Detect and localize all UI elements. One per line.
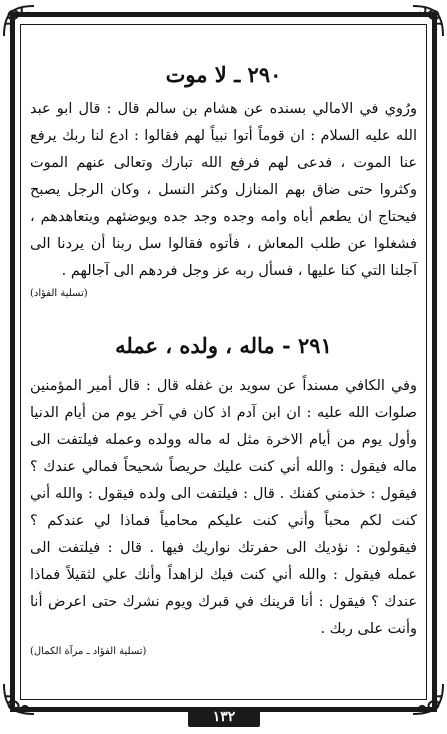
page-content xyxy=(30,60,417,660)
source-citation: (تسلية الفؤاد) xyxy=(30,288,88,299)
section-title: ٢٩٠ ـ لا موت xyxy=(165,62,282,87)
source-citation: (تسلية الفؤاد ـ مرآة الكمال) xyxy=(30,646,147,657)
section-body: ورُوي في الامالي بسنده عن هشام بن سالم قال : قال ابو عبد الله عليه السلام : ان قوماً أتوا نبياً لهم فقالوا : ادع لنا ربك يرفع عنا الموت ، فدعى لهم فرفع الله تبارك وتعالى عنهم الموت وكثروا حتى ضاق بهم المنازل وكثر النسل ، وكان الرجل يصبح فيحتاج ان يطعم أباه وامه وجده وجد جده ويوضئهم ويتعاهدهم ، فشغلوا عن طلب المعاش ، فأتوه فقالوا سل ربنا أن يردنا الى آجلنا التي كنا عليها ، فسأل ربه عز وجل فردهم الى آجالهم . xyxy=(30,101,417,279)
corner-ornament-icon xyxy=(2,4,36,38)
corner-ornament-icon xyxy=(411,682,445,716)
corner-ornament-icon xyxy=(2,682,36,716)
section-body: وفي الكافي مسنداً عن سويد بن غفله قال : قال أمير المؤمنين صلوات الله عليه : ان ابن آدم اذ كان في آخر يوم من أيام الدنيا وأول يوم من أيام الاخرة مثل له ماله وولده وعمله فيلتفت الى ماله فيقول : والله أني كنت عليك حريصاً شحيحاً فمالي عندك ؟ فيقول : خذمني كفنك . قال : فيلتفت الى ولده فيقول : والله أني كنت لكم محباً وأني كنت عليكم محامياً فماذا لي عندكم ؟ فيقولون : نؤديك الى حفرتك نواريك فيها . قال : فيلتفت الى عمله فيقول : والله أني كنت فيك لزاهداً وأنك علي لثقيلاً فماذا عندك ؟ فيقول : أنا قرينك في قبرك ويوم نشرك حتى اعرض أنا وأنت على ربك . xyxy=(30,378,417,637)
section-title: ٢٩١ - ماله ، ولده ، عمله xyxy=(115,333,332,358)
page-number: ١٣٢ xyxy=(188,707,260,727)
corner-ornament-icon xyxy=(411,4,445,38)
